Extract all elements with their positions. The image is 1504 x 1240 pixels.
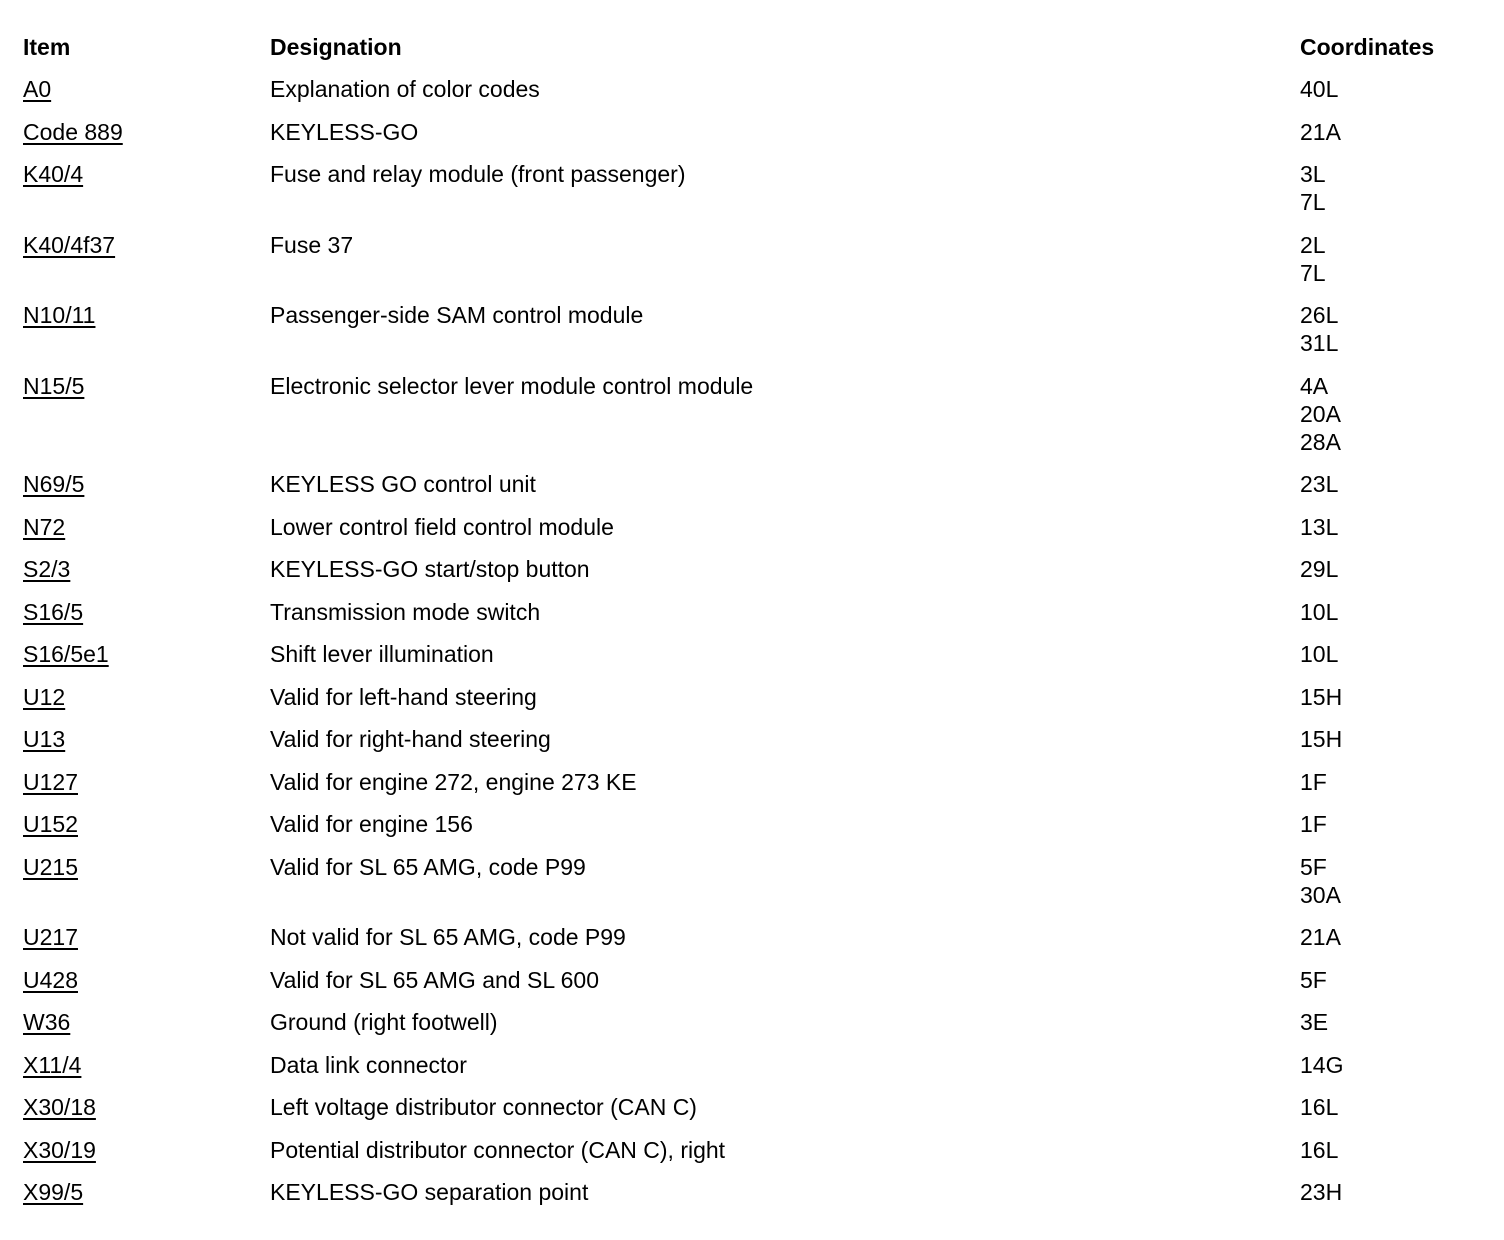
designation-text: Electronic selector lever module control module <box>270 372 754 399</box>
designation-text: Passenger-side SAM control module <box>270 302 644 328</box>
table-row <box>0 294 1504 365</box>
coordinates-cell <box>1300 725 1342 753</box>
table-row <box>0 1129 1504 1172</box>
item-link[interactable]: W36 <box>23 1009 71 1035</box>
coordinates-cell <box>1300 768 1327 796</box>
item-link[interactable]: S16/5 <box>23 598 84 625</box>
coordinates-cell <box>1300 372 1341 456</box>
coordinate-value: 21A <box>1300 118 1341 145</box>
coordinates-cell <box>1300 1051 1343 1079</box>
coordinate-value: 23H <box>1300 1179 1343 1205</box>
table-row <box>0 633 1504 676</box>
coordinates-cell <box>1300 966 1327 994</box>
item-link[interactable]: K40/4 <box>23 161 84 187</box>
designation-text: Fuse 37 <box>270 231 354 258</box>
designation-text: Ground (right footwell) <box>270 1009 498 1035</box>
coordinate-value: 2L <box>1300 231 1326 258</box>
item-link[interactable]: X30/19 <box>23 1136 96 1163</box>
coordinate-value: 21A <box>1300 924 1341 950</box>
coordinates-cell <box>1300 598 1338 626</box>
table-row <box>0 1044 1504 1087</box>
designation-text: Fuse and relay module (front passenger) <box>270 161 686 187</box>
table-row <box>0 111 1504 154</box>
table-row <box>0 846 1504 917</box>
table-row <box>0 1086 1504 1129</box>
item-link[interactable]: U215 <box>23 853 78 880</box>
coordinates-cell <box>1300 555 1338 583</box>
coordinates-cell <box>1300 1178 1342 1206</box>
item-link[interactable]: N10/11 <box>23 302 96 328</box>
coordinates-cell <box>1300 640 1338 668</box>
item-link[interactable]: S16/5e1 <box>23 641 109 667</box>
item-link[interactable]: A0 <box>23 76 52 102</box>
coordinate-value: 3E <box>1300 1009 1329 1035</box>
designation-text: Valid for right-hand steering <box>270 726 551 752</box>
item-link[interactable]: U217 <box>23 924 78 950</box>
designation-text: KEYLESS-GO start/stop button <box>270 556 590 582</box>
designation-text: Valid for left-hand steering <box>270 683 537 710</box>
coordinate-value: 13L <box>1300 513 1339 540</box>
coordinate-value: 3L <box>1300 161 1326 187</box>
coordinates-cell <box>1300 1093 1338 1121</box>
designation-text: Valid for SL 65 AMG, code P99 <box>270 853 586 880</box>
table-row <box>0 548 1504 591</box>
coordinates-cell <box>1300 470 1338 498</box>
designation-text: Lower control field control module <box>270 513 614 540</box>
coordinate-value: 4A <box>1300 372 1329 399</box>
table-row <box>0 365 1504 464</box>
item-link[interactable]: X11/4 <box>23 1051 82 1078</box>
coordinate-value: 40L <box>1300 76 1339 102</box>
item-link[interactable]: U152 <box>23 811 78 837</box>
table-row <box>0 761 1504 804</box>
designation-text: KEYLESS-GO <box>270 118 419 145</box>
coordinates-cell <box>1300 231 1326 287</box>
item-link[interactable]: X30/18 <box>23 1094 96 1120</box>
coordinates-cell <box>1300 923 1341 951</box>
coordinate-value: 1F <box>1300 811 1327 837</box>
table-row <box>0 506 1504 549</box>
coordinates-cell <box>1300 75 1338 103</box>
designation-text: Valid for engine 156 <box>270 811 473 837</box>
table-row <box>0 153 1504 224</box>
table-row <box>0 718 1504 761</box>
item-link[interactable]: Code 889 <box>23 118 123 145</box>
coordinate-value: 5F <box>1300 966 1327 993</box>
coordinate-value: 23L <box>1300 471 1339 497</box>
coordinates-cell <box>1300 160 1326 216</box>
coordinates-cell <box>1300 683 1342 711</box>
header-item: Item <box>23 34 71 60</box>
item-link[interactable]: S2/3 <box>23 556 71 582</box>
item-link[interactable]: N15/5 <box>23 372 85 399</box>
table-row <box>0 676 1504 719</box>
designation-text: Explanation of color codes <box>270 76 540 102</box>
designation-text: Potential distributor connector (CAN C), right <box>270 1136 726 1163</box>
coordinate-value: 10L <box>1300 598 1339 625</box>
coordinates-cell <box>1300 301 1338 357</box>
item-link[interactable]: N72 <box>23 513 66 540</box>
coordinate-value: 16L <box>1300 1094 1339 1120</box>
item-link[interactable]: U127 <box>23 768 78 795</box>
coordinate-value: 15H <box>1300 726 1343 752</box>
item-link[interactable]: U13 <box>23 726 66 752</box>
designation-text: Left voltage distributor connector (CAN C) <box>270 1094 697 1120</box>
table-header <box>0 0 1504 68</box>
designation-text: KEYLESS GO control unit <box>270 471 536 497</box>
coordinate-value: 15H <box>1300 683 1343 710</box>
coordinates-cell <box>1300 810 1327 838</box>
coordinates-cell <box>1300 118 1341 146</box>
table-row <box>0 68 1504 111</box>
coordinate-value: 16L <box>1300 1136 1339 1163</box>
item-link[interactable]: U428 <box>23 966 78 993</box>
table-row <box>0 959 1504 1002</box>
coordinate-value: 20A <box>1300 400 1341 427</box>
coordinate-value: 7L <box>1300 259 1326 286</box>
item-link[interactable]: U12 <box>23 683 66 710</box>
table-row <box>0 463 1504 506</box>
coordinates-cell <box>1300 1136 1338 1164</box>
coordinate-value: 14G <box>1300 1051 1344 1078</box>
table-row <box>0 803 1504 846</box>
designation-text: Not valid for SL 65 AMG, code P99 <box>270 924 626 950</box>
table-row <box>0 224 1504 295</box>
designation-text: Valid for engine 272, engine 273 KE <box>270 768 637 795</box>
item-link[interactable]: K40/4f37 <box>23 231 116 258</box>
table-body <box>0 68 1504 1214</box>
table-row <box>0 1001 1504 1044</box>
coordinate-value: 7L <box>1300 189 1326 215</box>
table-row <box>0 916 1504 959</box>
designation-text: Transmission mode switch <box>270 598 541 625</box>
designation-text: Shift lever illumination <box>270 641 494 667</box>
coordinate-value: 10L <box>1300 641 1339 667</box>
coordinates-cell <box>1300 513 1338 541</box>
header-designation: Designation <box>270 34 402 60</box>
coordinate-value: 26L <box>1300 302 1339 328</box>
coordinate-value: 1F <box>1300 768 1327 795</box>
coordinate-value: 5F <box>1300 853 1327 880</box>
coordinate-value: 30A <box>1300 881 1341 908</box>
coordinate-value: 29L <box>1300 556 1339 582</box>
table-row <box>0 591 1504 634</box>
item-link[interactable]: N69/5 <box>23 471 85 497</box>
item-link[interactable]: X99/5 <box>23 1179 84 1205</box>
coordinate-value: 31L <box>1300 330 1339 356</box>
designation-text: Data link connector <box>270 1051 467 1078</box>
coordinates-cell <box>1300 853 1341 909</box>
header-coordinates: Coordinates <box>1300 34 1435 60</box>
table-row <box>0 1171 1504 1214</box>
coordinate-value: 28A <box>1300 428 1341 455</box>
designation-text: Valid for SL 65 AMG and SL 600 <box>270 966 600 993</box>
designation-text: KEYLESS-GO separation point <box>270 1179 589 1205</box>
coordinates-cell <box>1300 1008 1328 1036</box>
